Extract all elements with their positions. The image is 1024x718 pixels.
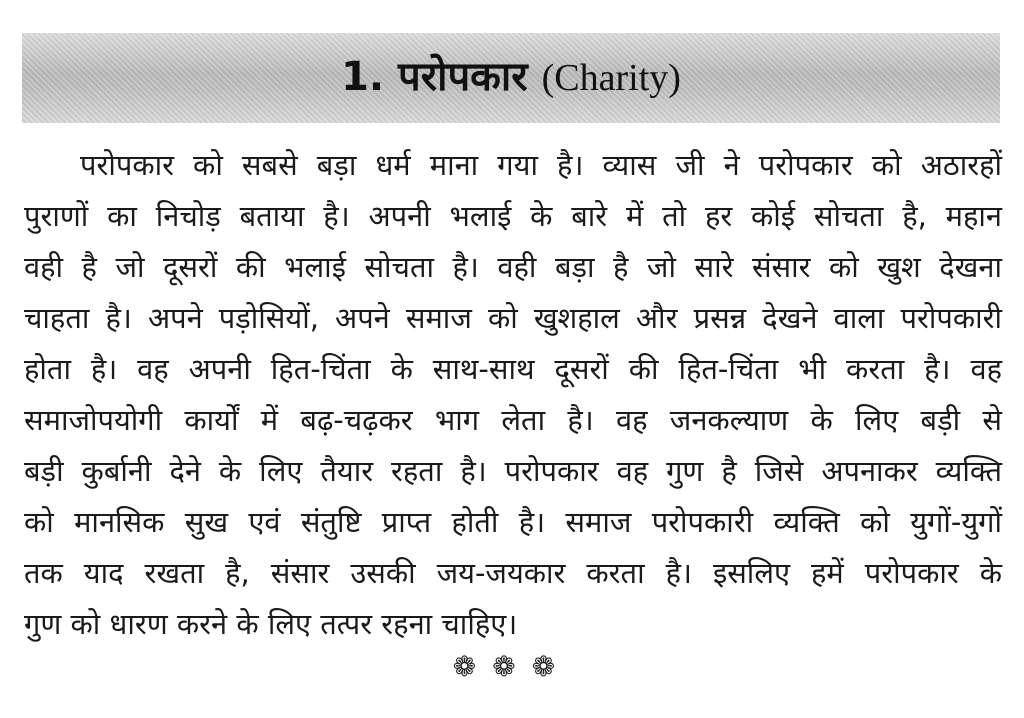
essay-paragraph [24, 140, 1002, 650]
text-line: बड़ी कुर्बानी देने के लिए तैयार रहता है। परोपकार वह गुण है जिसे अपनाकर व्यक्ति [24, 454, 1002, 488]
text-line: को मानसिक सुख एवं संतुष्टि प्राप्त होती है। समाज परोपकारी व्यक्ति को युगों-युगों [24, 505, 1002, 539]
text-line: गुण को धारण करने के लिए तत्पर रहना चाहिए। [24, 607, 518, 641]
page-title [22, 47, 1000, 102]
title-hindi: 1. परोपकार [341, 54, 528, 100]
flower-ornament-icon: ❁❁❁ [452, 650, 572, 683]
text-line: तक याद रखता है, संसार उसकी जय-जयकार करता है। इसलिए हमें परोपकार के [24, 556, 1002, 590]
text-line: वही है जो दूसरों की भलाई सोचता है। वही बड़ा है जो सारे संसार को खुश देखना [24, 250, 1002, 284]
text-line: परोपकार को सबसे बड़ा धर्म माना गया है। व्यास जी ने परोपकार को अठारहों [80, 148, 1002, 182]
text-line: पुराणों का निचोड़ बताया है। अपनी भलाई के बारे में तो हर कोई सोचता है, महान [24, 199, 1002, 233]
text-line: होता है। वह अपनी हित-चिंता के साथ-साथ दूसरों की हित-चिंता भी करता है। वह [24, 352, 1002, 386]
text-line: चाहता है। अपने पड़ोसियों, अपने समाज को खुशहाल और प्रसन्न देखने वाला परोपकारी [24, 301, 1002, 335]
text-line: समाजोपयोगी कार्यों में बढ़-चढ़कर भाग लेता है। वह जनकल्याण के लिए बड़ी से [24, 403, 1002, 437]
title-band [22, 33, 1000, 123]
title-english: (Charity) [541, 57, 681, 99]
